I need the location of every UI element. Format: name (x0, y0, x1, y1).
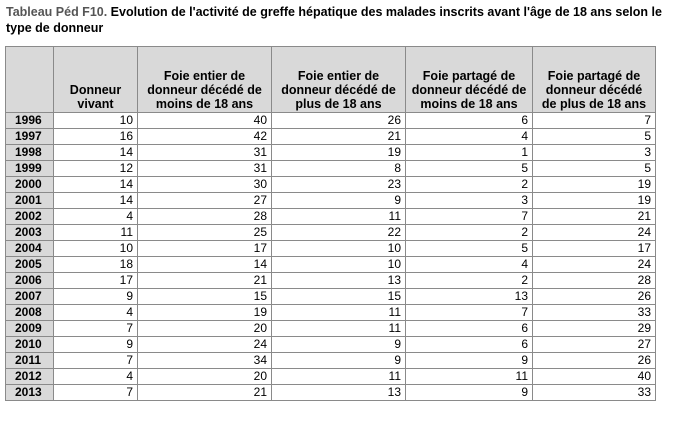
table-row (6, 193, 656, 209)
table-cell: 3 (406, 193, 533, 209)
table-cell: 26 (533, 289, 656, 305)
column-header: Foie partagé de donneur décédé de moins de 18 ans (406, 47, 533, 113)
table-cell: 29 (533, 321, 656, 337)
table-cell: 14 (138, 257, 272, 273)
table-cell: 4 (406, 129, 533, 145)
table-cell: 15 (138, 289, 272, 305)
table-cell: 11 (272, 209, 406, 225)
table-row (6, 161, 656, 177)
table-cell: 9 (54, 289, 138, 305)
table-cell: 19 (533, 177, 656, 193)
table-cell: 20 (138, 369, 272, 385)
table-cell: 19 (138, 305, 272, 321)
table-cell: 15 (272, 289, 406, 305)
table-cell: 6 (406, 321, 533, 337)
table-cell: 24 (533, 257, 656, 273)
table-cell: 19 (533, 193, 656, 209)
table-cell: 13 (272, 385, 406, 401)
column-header: Foie entier de donneur décédé de moins de 18 ans (138, 47, 272, 113)
table-cell: 14 (54, 193, 138, 209)
table-row (6, 289, 656, 305)
table-cell: 23 (272, 177, 406, 193)
column-header: Foie entier de donneur décédé de plus de 18 ans (272, 47, 406, 113)
table-cell: 7 (54, 321, 138, 337)
table-row (6, 129, 656, 145)
row-year: 2001 (6, 193, 54, 209)
table-cell: 21 (533, 209, 656, 225)
table-cell: 2 (406, 273, 533, 289)
table-cell: 2 (406, 225, 533, 241)
table-cell: 31 (138, 161, 272, 177)
table-cell: 40 (138, 113, 272, 129)
table-cell: 25 (138, 225, 272, 241)
table-cell: 13 (406, 289, 533, 305)
row-year: 2006 (6, 273, 54, 289)
table-cell: 9 (272, 193, 406, 209)
table-body (6, 113, 656, 401)
row-year: 2012 (6, 369, 54, 385)
table-cell: 7 (406, 305, 533, 321)
column-header: Foie partagé de donneur décédé de plus de 18 ans (533, 47, 656, 113)
table-cell: 4 (406, 257, 533, 273)
table-cell: 26 (533, 353, 656, 369)
table-row (6, 177, 656, 193)
table-cell: 24 (533, 225, 656, 241)
table-cell: 10 (54, 241, 138, 257)
table-cell: 11 (406, 369, 533, 385)
row-year: 2011 (6, 353, 54, 369)
table-row (6, 145, 656, 161)
table-row (6, 241, 656, 257)
table-cell: 13 (272, 273, 406, 289)
table-cell: 11 (272, 321, 406, 337)
table-cell: 22 (272, 225, 406, 241)
table-number: Tableau Péd F10. (6, 5, 108, 19)
row-year: 2003 (6, 225, 54, 241)
table-title (6, 4, 671, 36)
table-cell: 16 (54, 129, 138, 145)
table-cell: 4 (54, 305, 138, 321)
table-cell: 5 (533, 161, 656, 177)
table-cell: 9 (272, 353, 406, 369)
table-cell: 24 (138, 337, 272, 353)
row-year: 2005 (6, 257, 54, 273)
table-cell: 10 (272, 257, 406, 273)
header-row (6, 47, 656, 113)
table-row (6, 353, 656, 369)
table-cell: 7 (406, 209, 533, 225)
table-cell: 33 (533, 385, 656, 401)
row-year: 1997 (6, 129, 54, 145)
table-cell: 6 (406, 113, 533, 129)
row-year: 2000 (6, 177, 54, 193)
table-cell: 17 (533, 241, 656, 257)
table-cell: 9 (406, 353, 533, 369)
table-cell: 20 (138, 321, 272, 337)
table-cell: 11 (272, 369, 406, 385)
table-row (6, 225, 656, 241)
table-cell: 28 (533, 273, 656, 289)
table-cell: 7 (54, 353, 138, 369)
table-row (6, 305, 656, 321)
table-row (6, 257, 656, 273)
row-year: 2013 (6, 385, 54, 401)
table-cell: 33 (533, 305, 656, 321)
row-year: 2002 (6, 209, 54, 225)
table-row (6, 273, 656, 289)
table-row (6, 337, 656, 353)
table-row (6, 209, 656, 225)
row-year: 1996 (6, 113, 54, 129)
table-cell: 5 (406, 241, 533, 257)
table-cell: 4 (54, 209, 138, 225)
table-cell: 26 (272, 113, 406, 129)
table-cell: 10 (54, 113, 138, 129)
row-year: 1998 (6, 145, 54, 161)
row-year: 2004 (6, 241, 54, 257)
table-cell: 11 (272, 305, 406, 321)
row-year: 1999 (6, 161, 54, 177)
table-cell: 14 (54, 145, 138, 161)
table-cell: 19 (272, 145, 406, 161)
corner-header-cell (6, 47, 54, 113)
table-cell: 14 (54, 177, 138, 193)
table-cell: 21 (138, 273, 272, 289)
row-year: 2007 (6, 289, 54, 305)
table-cell: 7 (533, 113, 656, 129)
table-row (6, 321, 656, 337)
column-header: Donneur vivant (54, 47, 138, 113)
table-row (6, 113, 656, 129)
table-cell: 27 (138, 193, 272, 209)
table-cell: 12 (54, 161, 138, 177)
table-cell: 9 (272, 337, 406, 353)
table-cell: 42 (138, 129, 272, 145)
table-cell: 31 (138, 145, 272, 161)
table-cell: 28 (138, 209, 272, 225)
row-year: 2010 (6, 337, 54, 353)
table-cell: 17 (54, 273, 138, 289)
table-cell: 17 (138, 241, 272, 257)
table-cell: 27 (533, 337, 656, 353)
transplant-table (5, 46, 656, 401)
table-cell: 30 (138, 177, 272, 193)
row-year: 2008 (6, 305, 54, 321)
table-cell: 7 (54, 385, 138, 401)
table-cell: 5 (533, 129, 656, 145)
table-cell: 3 (533, 145, 656, 161)
table-cell: 1 (406, 145, 533, 161)
table-cell: 2 (406, 177, 533, 193)
table-cell: 5 (406, 161, 533, 177)
table-cell: 11 (54, 225, 138, 241)
table-row (6, 385, 656, 401)
table-cell: 10 (272, 241, 406, 257)
table-cell: 9 (54, 337, 138, 353)
table-cell: 6 (406, 337, 533, 353)
table-cell: 34 (138, 353, 272, 369)
table-cell: 18 (54, 257, 138, 273)
table-cell: 9 (406, 385, 533, 401)
table-caption: Evolution de l'activité de greffe hépatique des malades inscrits avant l'âge de 18 ans selon le type de donneur (6, 5, 662, 35)
table-cell: 21 (138, 385, 272, 401)
table-cell: 8 (272, 161, 406, 177)
table-row (6, 369, 656, 385)
table-cell: 21 (272, 129, 406, 145)
table-cell: 4 (54, 369, 138, 385)
row-year: 2009 (6, 321, 54, 337)
table-cell: 40 (533, 369, 656, 385)
